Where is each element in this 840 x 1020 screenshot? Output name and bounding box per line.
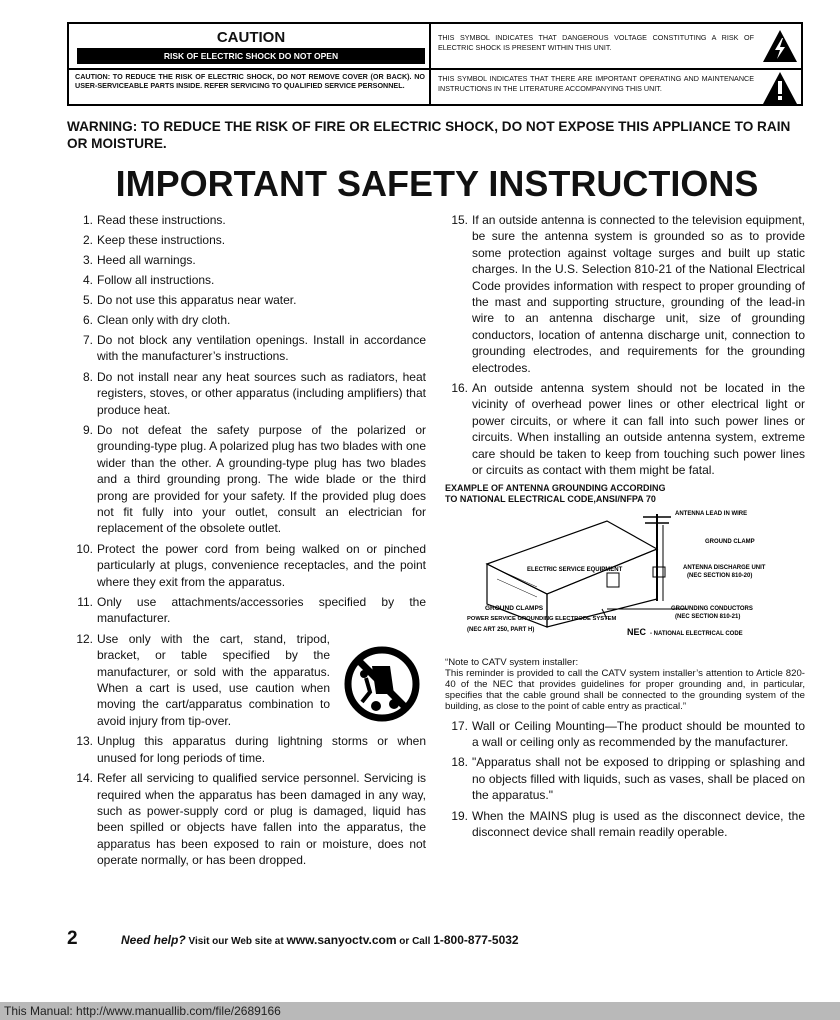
instruction-item: 14. Refer all servicing to qualified service personnel. Servicing is required when the apparatus has been damaged in any way, such as power-supply cord or plug is damaged, liquid has been spilled or objects have fallen into the apparatus, the apparatus has been exposed to rain or moisture, does not operate normally, or has been dropped.	[76, 771, 426, 868]
svg-text:(NEC SECTION 810-21): (NEC SECTION 810-21)	[675, 613, 741, 620]
svg-text:ANTENNA DISCHARGE UNIT: ANTENNA DISCHARGE UNIT	[683, 564, 766, 571]
svg-text:- NATIONAL ELECTRICAL CODE: - NATIONAL ELECTRICAL CODE	[650, 630, 743, 637]
page-title: IMPORTANT SAFETY INSTRUCTIONS	[115, 163, 759, 204]
instruction-item: 4. Follow all instructions.	[82, 272, 215, 287]
svg-text:GROUND CLAMP: GROUND CLAMP	[705, 538, 755, 545]
phone-number: 1-800-877-5032	[433, 933, 519, 947]
instruction-item: 18. "Apparatus shall not be exposed to dripping or splashing and no objects filled with liquids, such as vases, shall be placed on the apparatus."	[451, 755, 805, 803]
svg-text:(NEC SECTION 810-20): (NEC SECTION 810-20)	[687, 572, 753, 579]
instruction-item: 3. Heed all warnings.	[82, 252, 196, 267]
exclamation-warning-icon	[761, 70, 799, 106]
footer	[67, 930, 767, 950]
instruction-item: 2. Keep these instructions.	[82, 232, 226, 247]
catv-note: “Note to CATV system installer: This reminder is provided to call the CATV system installer’s attention to Article 820-40 of the NEC that provides guidelines for proper grounding and, in particular, specifies that the cable ground shall be connected to the grounding system of the building, as close to the point of cable entry as practical.”	[445, 656, 805, 712]
caution-title: CAUTION	[216, 29, 286, 46]
warning-text: WARNING: TO REDUCE THE RISK OF FIRE OR ELECTRIC SHOCK, DO NOT EXPOSE THIS APPLIANCE TO RAIN OR MOISTURE.	[67, 119, 791, 151]
svg-text:(NEC ART 250, PART H): (NEC ART 250, PART H)	[467, 626, 535, 633]
caution-bar: RISK OF ELECTRIC SHOCK DO NOT OPEN	[77, 48, 425, 64]
instruction-item: 15. If an outside antenna is connected to the television equipment, be sure the antenna system is grounded so as to provide some protection against voltage surges and built up static charges. In the U.S. Selection 810-21 of the National Electrical Code provides information with respect to proper grounding of the mast and supporting structure, grounding of the lead-in wire to an antenna discharge unit, size of grounding conductors, location of antenna discharge unit, connection to grounding electrodes, and requirements for the grounding electrodes.	[451, 213, 805, 375]
instruction-item: 8. Do not install near any heat sources such as radiators, heat registers, stoves, or other apparatus (including amplifiers) that produce heat.	[82, 369, 426, 417]
caution-right-panel	[431, 24, 801, 104]
svg-text:GROUNDING CONDUCTORS: GROUNDING CONDUCTORS	[671, 605, 753, 612]
help-line: Need help? Visit our Web site at www.sanyoctv.com or Call 1-800-877-5032	[121, 933, 519, 947]
antenna-grounding-diagram	[457, 509, 797, 649]
instruction-item: 19. When the MAINS plug is used as the disconnect device, the disconnect device shall remain readily operable.	[451, 808, 805, 839]
instruction-item: 7. Do not block any ventilation openings. Install in accordance with the manufacturer’s instructions.	[82, 332, 426, 364]
svg-text:ELECTRIC SERVICE EQUIPMENT: ELECTRIC SERVICE EQUIPMENT	[527, 566, 623, 573]
svg-text:GROUND CLAMPS: GROUND CLAMPS	[485, 604, 544, 612]
caution-box	[67, 22, 803, 106]
right-column	[445, 212, 805, 844]
diagram-labels	[467, 511, 766, 637]
source-bar[interactable]: This Manual: http://www.manuallib.com/file/2689166	[0, 1002, 840, 1020]
svg-text:POWER SERVICE GROUNDING ELECTR: POWER SERVICE GROUNDING ELECTRODE SYSTEM	[467, 615, 617, 622]
instruction-item: 16. An outside antenna system should not be located in the vicinity of overhead power lines or other electrical light or power circuits, or where it can fall into such power lines or circuits. When installing an outside antenna system, extreme care should be taken to keep from touching such power lines or circuits as contact with them might be fatal.	[451, 381, 805, 478]
instruction-item: 9. Do not defeat the safety purpose of the polarized or grounding-type plug. A polarized plug has two blades with one wider than the other. A grounding-type plug has two blades and a third grounding prong. The wide blade or the third prong are provided for your safety. If the provided plug does not fit fully into your outlet, consult an electrician for replacement of the obsolete outlet.	[82, 422, 426, 536]
caution-text: CAUTION: TO REDUCE THE RISK OF ELECTRIC SHOCK, DO NOT REMOVE COVER (OR BACK). NO USER-SERVICEABLE PARTS INSIDE. REFER SERVICING TO QUALIFIED SERVICE PERSONNEL.	[75, 72, 425, 90]
exclamation-symbol-text: THIS SYMBOL INDICATES THAT THERE ARE IMPORTANT OPERATING AND MAINTENANCE INSTRUCTIONS IN THE LITERATURE ACCOMPANYING THIS UNIT.	[438, 74, 754, 93]
instruction-item: 12. Use only with the cart, stand, tripod, bracket, or table specified by the manufacturer, or sold with the apparatus. When a cart is used, use caution when moving the cart/apparatus combination to avoid injury from tip-over.	[70, 631, 426, 729]
instruction-item: 5. Do not use this apparatus near water.	[82, 292, 297, 307]
page-number: 2	[67, 928, 78, 949]
instruction-item: 1. Read these instructions.	[82, 213, 226, 227]
left-column	[70, 212, 426, 873]
instruction-item: 13. Unplug this apparatus during lightning storms or when unused for long periods of time.	[76, 734, 426, 765]
lightning-warning-icon	[761, 28, 799, 64]
svg-text:NEC: NEC	[627, 626, 647, 637]
diagram-caption: EXAMPLE OF ANTENNA GROUNDING ACCORDING TO NATIONAL ELECTRICAL CODE,ANSI/NFPA 70	[445, 482, 666, 504]
instruction-item: 10. Protect the power cord from being walked on or pinched particularly at plugs, convenience receptacles, and the point where they exit from the apparatus.	[76, 541, 426, 589]
caution-left-panel	[69, 24, 431, 104]
instruction-item: 6. Clean only with dry cloth.	[82, 312, 231, 327]
instruction-item: 11. Only use attachments/accessories specified by the manufacturer.	[77, 595, 426, 626]
website-link[interactable]: www.sanyoctv.com	[286, 933, 397, 947]
voltage-symbol-text: THIS SYMBOL INDICATES THAT DANGEROUS VOLTAGE CONSTITUTING A RISK OF ELECTRIC SHOCK IS PRESENT WITHIN THIS UNIT.	[438, 33, 754, 52]
svg-text:ANTENNA LEAD IN WIRE: ANTENNA LEAD IN WIRE	[675, 510, 748, 517]
cart-tip-over-warning-icon	[336, 644, 428, 724]
instruction-item: 17. Wall or Ceiling Mounting—The product should be mounted to a wall or ceiling only as recommended by the manufacturer.	[451, 718, 805, 749]
